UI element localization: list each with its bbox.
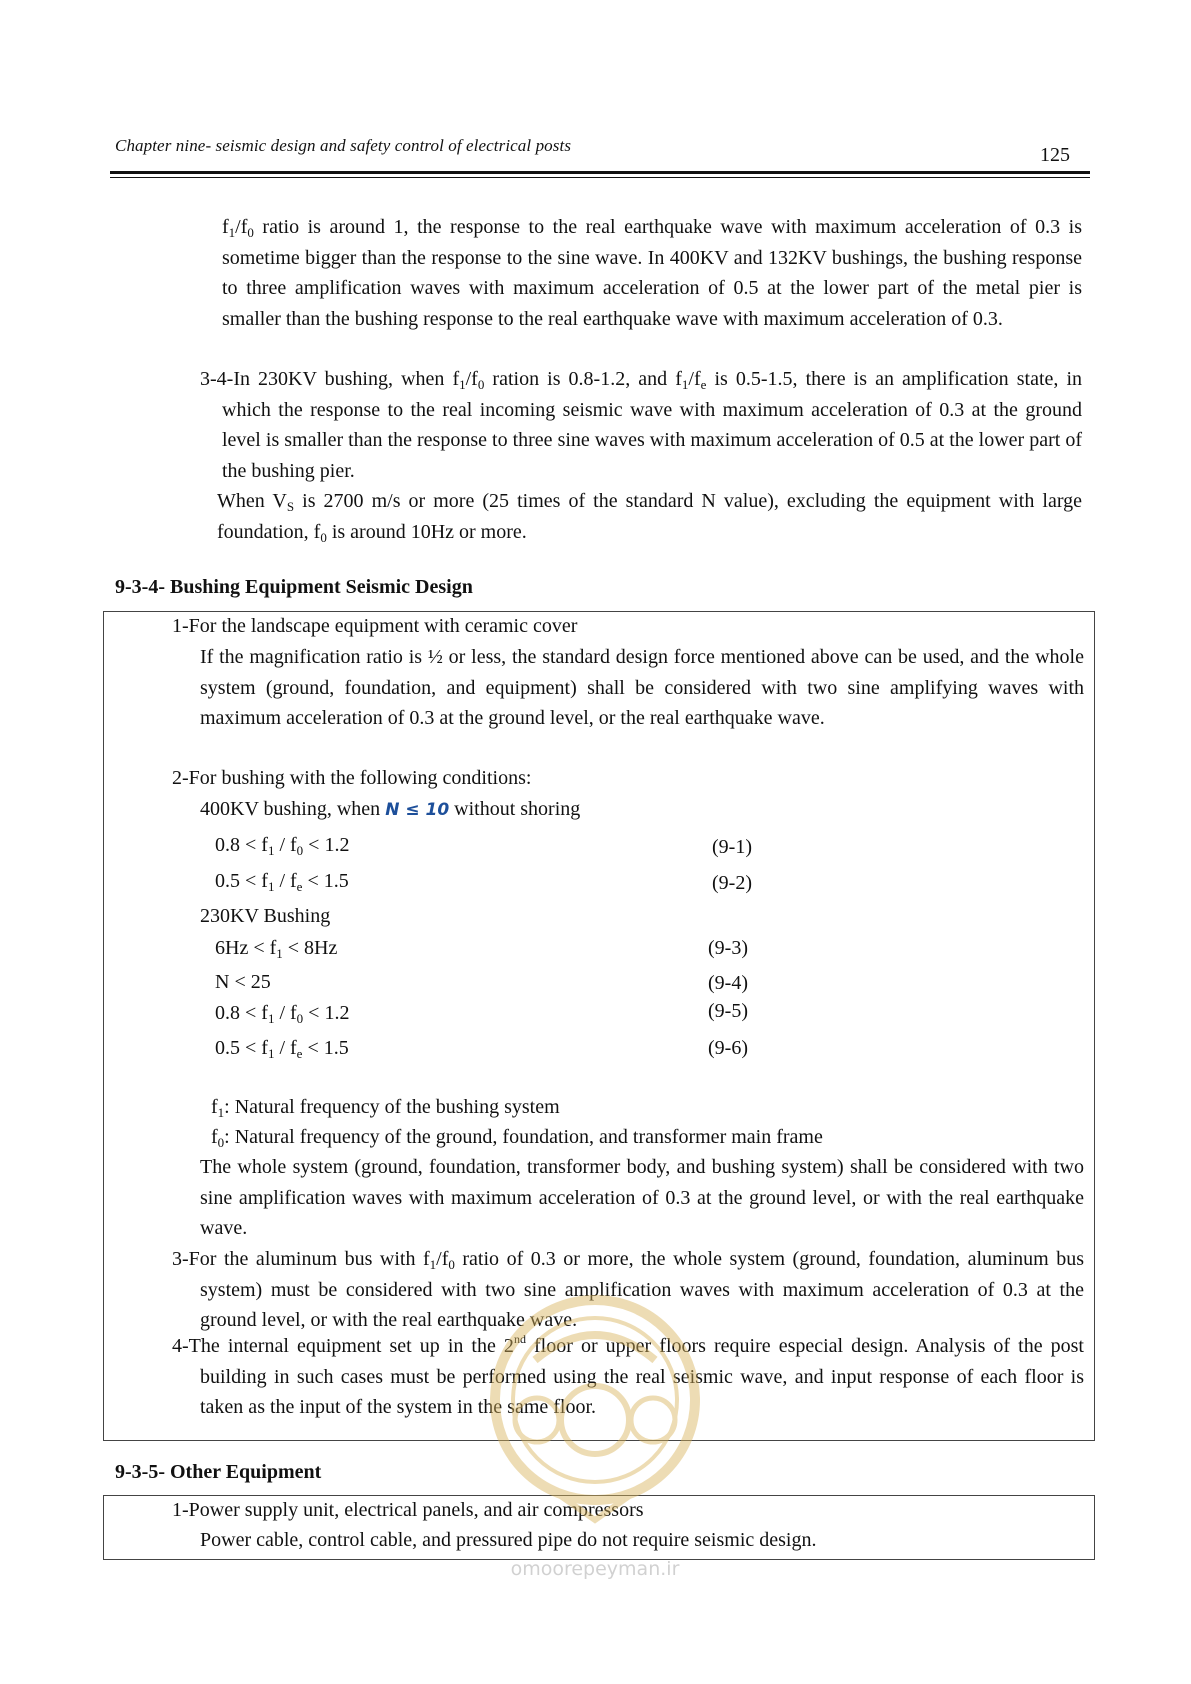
- other-item-1-title: 1-Power supply unit, electrical panels, and air compressors: [172, 1499, 644, 1521]
- watermark-seal-icon: [475, 1270, 715, 1560]
- label-230kv-bushing: 230KV Bushing: [200, 905, 331, 927]
- equation-9-6: $0.5 < f_1 / f_e < 1.5$: [215, 1037, 349, 1061]
- other-item-1-body: Power cable, control cable, and pressured pipe do not require seismic design.: [200, 1529, 817, 1551]
- header-rule-thick: [110, 171, 1090, 174]
- item-2-title: 2-For bushing with the following conditions:: [172, 767, 532, 789]
- item-3-paragraph: 3-For the aluminum bus with $f_1/f_0$ ratio of 0.3 or more, the whole system (ground, foundation, aluminum bus system) must be considered with two sine amplification waves with maximum acceleration of 0.3 at the ground level, or with the real earthquake wave.: [172, 1248, 1085, 1331]
- equation-9-4: N < 25: [215, 971, 271, 993]
- item-4-paragraph: 4-The internal equipment set up in the 2nd floor or upper floors require especial design. Analysis of the post building in such cases must be performed using the real seismic wave, and input response of each floor is taken as the input of the system in the same floor.: [172, 1332, 1084, 1418]
- equation-number: (9-4): [708, 972, 748, 994]
- item-1-body: If the magnification ratio is ½ or less, the standard design force mentioned above can be used, and the whole system (ground, foundation, and equipment) shall be considered with two sine amplifying waves with maximum acceleration of 0.3 at the ground level, or the real earthquake wave.: [200, 646, 1084, 729]
- watermark-seal: [475, 1270, 715, 1600]
- n-le-10-formula: N ≤ 10: [385, 800, 450, 820]
- intro-paragraph-2: 3-4-In 230KV bushing, when $f_1/f_0$ ration is 0.8-1.2, and $f_1/f_e$ is 0.5-1.5, there is an amplification state, in which the response to the real incoming seismic wave with maximum acceleration of 0.3 at the ground level is smaller than the response to three sine waves with maximum acceleration of 0.5 at the lower part of the bushing pier.: [200, 368, 1083, 482]
- equation-number: (9-3): [708, 937, 748, 959]
- definition-f1: $f_1$: Natural frequency of the bushing system: [211, 1096, 560, 1120]
- equation-number: (9-2): [712, 872, 752, 894]
- section-heading-9-3-4: 9-3-4- Bushing Equipment Seismic Design: [115, 576, 473, 598]
- whole-system-paragraph: The whole system (ground, foundation, transformer body, and bushing system) shall be considered with two sine amplification waves with maximum acceleration of 0.3 at the ground level, or with the real earthquake wave.: [200, 1156, 1084, 1239]
- header-rule-thin: [110, 177, 1090, 178]
- equation-9-3: $6Hz < f_1 < 8Hz$: [215, 937, 338, 961]
- equation-9-2: $0.5 < f_1 / f_e < 1.5$: [215, 870, 349, 894]
- equation-9-1: $0.8 < f_1 / f_0 < 1.2$: [215, 834, 350, 858]
- equation-9-5: $0.8 < f_1 / f_0 < 1.2$: [215, 1002, 350, 1026]
- definition-f0: $f_0$: Natural frequency of the ground, foundation, and transformer main frame: [211, 1126, 823, 1150]
- item-2-400kv-line: 400KV bushing, when N ≤ 10 without shoring: [200, 798, 581, 820]
- running-header-title: Chapter nine- seismic design and safety control of electrical posts: [115, 136, 572, 155]
- page-number: 125: [1040, 144, 1070, 166]
- watermark-text: omoorepeyman.ir: [510, 1558, 680, 1580]
- intro-paragraph-1: $f_1/f_0$ ratio is around 1, the response to the real earthquake wave with maximum acceleration of 0.3 is sometime bigger than the response to the sine wave. In 400KV and 132KV bushings, the bushing response to three amplification waves with maximum acceleration of 0.5 at the lower part of the metal pier is smaller than the bushing response to the real earthquake wave with maximum acceleration of 0.3.: [222, 216, 1082, 330]
- section-heading-9-3-5: 9-3-5- Other Equipment: [115, 1461, 322, 1483]
- equation-number: (9-6): [708, 1037, 748, 1059]
- intro-paragraph-3: When $V_S$ is 2700 m/s or more (25 times of the standard N value), excluding the equipment with large foundation, $f_0$ is around 10Hz or more.: [217, 490, 1082, 545]
- equation-number: (9-1): [712, 836, 752, 858]
- item-1-title: 1-For the landscape equipment with ceramic cover: [172, 615, 578, 637]
- equation-number: (9-5): [708, 1000, 748, 1022]
